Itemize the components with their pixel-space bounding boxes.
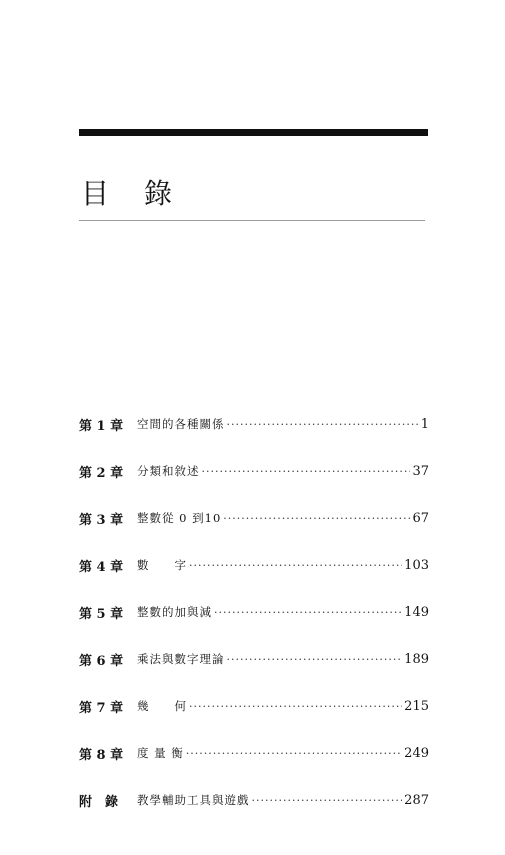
toc-dot-leader [227, 653, 403, 666]
toc-dot-leader [214, 606, 402, 619]
toc-chapter-number: 第 2 章 [79, 465, 124, 481]
toc-chapter-number: 第 3 章 [79, 512, 124, 528]
toc-page-number: 103 [404, 557, 429, 573]
header-bar [79, 129, 428, 136]
toc-dot-leader [202, 465, 411, 478]
toc-chapter-number: 第 6 章 [79, 653, 124, 669]
toc-entry-chapter-5[interactable] [79, 600, 429, 624]
toc-page-number: 189 [404, 651, 429, 667]
toc-dot-leader [252, 794, 403, 807]
toc-page-number: 249 [404, 745, 429, 761]
toc-entry-chapter-1[interactable] [79, 412, 429, 436]
toc-chapter-title: 分類和敘述 [137, 464, 200, 478]
toc-chapter-title: 乘法與數字理論 [137, 652, 225, 666]
toc-entry-chapter-2[interactable] [79, 459, 429, 483]
toc-chapter-title: 整數的加與減 [137, 605, 212, 619]
toc-entry-chapter-4[interactable] [79, 553, 429, 577]
toc-chapter-title: 教學輔助工具與遊戲 [137, 793, 250, 807]
toc-dot-leader [189, 559, 402, 572]
toc-dot-leader [189, 700, 402, 713]
toc-dot-leader [227, 418, 419, 431]
toc-page-number: 149 [404, 604, 429, 620]
title-char-1: 目 [81, 177, 110, 210]
toc-chapter-title: 度 量 衡 [137, 746, 184, 760]
toc-chapter-title: 整數從 0 到10 [137, 511, 222, 525]
toc-entry-chapter-6[interactable] [79, 647, 429, 671]
toc-dot-leader [223, 512, 410, 525]
toc-chapter-number: 第 5 章 [79, 606, 124, 622]
toc-page-number: 1 [420, 416, 429, 432]
toc-entry-chapter-7[interactable] [79, 694, 429, 718]
toc-entry-appendix[interactable] [79, 788, 429, 812]
toc-page-number: 67 [412, 510, 429, 526]
toc-page-number: 37 [412, 463, 429, 479]
toc-chapter-number: 第 1 章 [79, 418, 124, 434]
toc-chapter-number: 附 錄 [79, 794, 119, 810]
toc-dot-leader [186, 747, 402, 760]
toc-chapter-title: 數 字 [137, 558, 187, 572]
toc-chapter-number: 第 7 章 [79, 700, 124, 716]
title-char-2: 錄 [144, 177, 173, 210]
toc-entry-chapter-8[interactable] [79, 741, 429, 765]
toc-chapter-title: 空間的各種關係 [137, 417, 225, 431]
toc-chapter-title: 幾 何 [137, 699, 187, 713]
title-divider [79, 220, 425, 221]
toc-chapter-number: 第 4 章 [79, 559, 124, 575]
toc-entry-chapter-3[interactable] [79, 506, 429, 530]
toc-page-number: 287 [404, 792, 429, 808]
toc-page-number: 215 [404, 698, 429, 714]
toc-chapter-number: 第 8 章 [79, 747, 124, 763]
table-of-contents [79, 412, 429, 835]
